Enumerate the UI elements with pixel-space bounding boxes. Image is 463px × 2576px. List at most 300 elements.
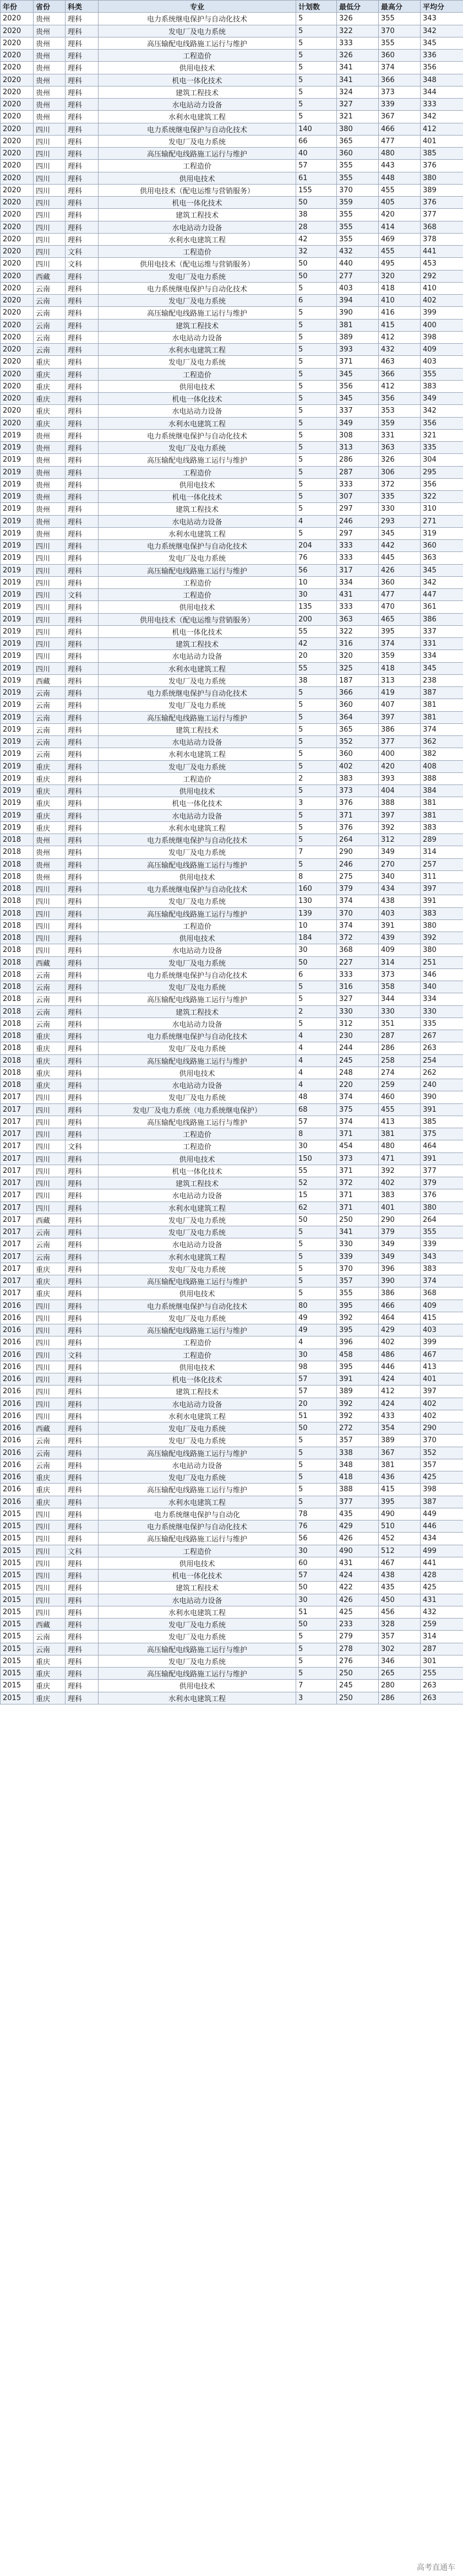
cell-province: 重庆 xyxy=(34,1692,66,1704)
table-row xyxy=(1,258,463,270)
cell-year: 2019 xyxy=(1,821,34,834)
cell-min-score: 187 xyxy=(337,674,379,686)
cell-max-score: 395 xyxy=(379,625,421,637)
cell-avg-score: 355 xyxy=(421,1226,463,1238)
table-row xyxy=(1,1067,463,1079)
cell-year: 2015 xyxy=(1,1508,34,1520)
cell-subject-type: 理科 xyxy=(66,711,99,723)
cell-plan-count: 49 xyxy=(296,1324,337,1336)
cell-min-score: 320 xyxy=(337,650,379,662)
table-row xyxy=(1,638,463,650)
cell-year: 2020 xyxy=(1,282,34,294)
cell-min-score: 432 xyxy=(337,246,379,258)
cell-subject-type: 理科 xyxy=(66,1410,99,1422)
table-row xyxy=(1,785,463,797)
cell-plan-count: 57 xyxy=(296,1116,337,1128)
cell-max-score: 377 xyxy=(379,736,421,748)
cell-major: 机电一体化技术 xyxy=(99,491,296,503)
cell-avg-score: 368 xyxy=(421,1287,463,1300)
cell-avg-score: 263 xyxy=(421,1692,463,1704)
cell-min-score: 374 xyxy=(337,895,379,907)
cell-min-score: 371 xyxy=(337,1128,379,1140)
cell-plan-count: 5 xyxy=(296,74,337,86)
cell-year: 2020 xyxy=(1,221,34,233)
cell-min-score: 424 xyxy=(337,1570,379,1582)
cell-subject-type: 理科 xyxy=(66,37,99,49)
cell-province: 云南 xyxy=(34,1459,66,1471)
cell-major: 发电厂及电力系统 xyxy=(99,1042,296,1054)
cell-province: 贵州 xyxy=(34,429,66,441)
cell-plan-count: 200 xyxy=(296,613,337,625)
cell-subject-type: 理科 xyxy=(66,956,99,968)
cell-major: 电力系统继电保护与自动化技术 xyxy=(99,883,296,895)
cell-major: 发电厂及电力系统 xyxy=(99,846,296,858)
cell-avg-score: 321 xyxy=(421,429,463,441)
cell-avg-score: 240 xyxy=(421,1079,463,1091)
cell-province: 四川 xyxy=(34,148,66,160)
cell-max-score: 445 xyxy=(379,552,421,564)
cell-avg-score: 376 xyxy=(421,197,463,209)
table-row xyxy=(1,491,463,503)
cell-year: 2019 xyxy=(1,576,34,588)
watermark-text: 高考直通车 xyxy=(417,2563,455,2572)
cell-major: 供用电技术 xyxy=(99,1287,296,1300)
table-row xyxy=(1,1263,463,1275)
cell-major: 供用电技术 xyxy=(99,1152,296,1165)
cell-plan-count: 56 xyxy=(296,1533,337,1545)
cell-avg-score: 379 xyxy=(421,1177,463,1189)
cell-avg-score: 343 xyxy=(421,13,463,25)
cell-avg-score: 356 xyxy=(421,478,463,490)
cell-year: 2016 xyxy=(1,1336,34,1349)
cell-plan-count: 4 xyxy=(296,1042,337,1054)
cell-avg-score: 425 xyxy=(421,1582,463,1594)
cell-province: 四川 xyxy=(34,540,66,552)
cell-min-score: 333 xyxy=(337,540,379,552)
cell-year: 2016 xyxy=(1,1410,34,1422)
cell-min-score: 389 xyxy=(337,1386,379,1398)
cell-subject-type: 理科 xyxy=(66,968,99,981)
cell-max-score: 286 xyxy=(379,1692,421,1704)
cell-plan-count: 130 xyxy=(296,895,337,907)
cell-avg-score: 255 xyxy=(421,1668,463,1680)
cell-min-score: 250 xyxy=(337,1668,379,1680)
cell-avg-score: 349 xyxy=(421,393,463,405)
cell-avg-score: 334 xyxy=(421,650,463,662)
cell-province: 四川 xyxy=(34,258,66,270)
table-row xyxy=(1,1484,463,1496)
table-row xyxy=(1,674,463,686)
cell-plan-count: 5 xyxy=(296,344,337,356)
cell-max-score: 448 xyxy=(379,172,421,184)
cell-plan-count: 5 xyxy=(296,478,337,490)
cell-avg-score: 271 xyxy=(421,515,463,527)
cell-max-score: 420 xyxy=(379,760,421,772)
cell-year: 2016 xyxy=(1,1447,34,1459)
cell-plan-count: 155 xyxy=(296,184,337,196)
cell-plan-count: 51 xyxy=(296,1606,337,1618)
cell-major: 高压输配电线路施工运行与维护 xyxy=(99,1054,296,1067)
cell-major: 机电一体化技术 xyxy=(99,74,296,86)
cell-plan-count: 150 xyxy=(296,1152,337,1165)
cell-max-score: 326 xyxy=(379,454,421,466)
cell-province: 云南 xyxy=(34,1251,66,1263)
cell-avg-score: 446 xyxy=(421,1520,463,1533)
cell-major: 工程造价 xyxy=(99,368,296,380)
cell-subject-type: 理科 xyxy=(66,503,99,515)
cell-avg-score: 409 xyxy=(421,1300,463,1312)
cell-max-score: 463 xyxy=(379,356,421,368)
cell-province: 四川 xyxy=(34,1570,66,1582)
cell-max-score: 354 xyxy=(379,1422,421,1435)
cell-year: 2018 xyxy=(1,944,34,956)
cell-max-score: 386 xyxy=(379,723,421,735)
cell-year: 2018 xyxy=(1,907,34,919)
cell-major: 水电站动力设备 xyxy=(99,1189,296,1202)
cell-major: 高压输配电线路施工运行与维护 xyxy=(99,993,296,1005)
cell-max-score: 346 xyxy=(379,1655,421,1667)
cell-year: 2020 xyxy=(1,319,34,331)
cell-plan-count: 62 xyxy=(296,1202,337,1214)
cell-subject-type: 理科 xyxy=(66,527,99,539)
table-row xyxy=(1,981,463,993)
cell-min-score: 440 xyxy=(337,258,379,270)
cell-avg-score: 292 xyxy=(421,270,463,282)
cell-year: 2015 xyxy=(1,1643,34,1655)
cell-province: 四川 xyxy=(34,589,66,601)
cell-year: 2017 xyxy=(1,1177,34,1189)
cell-avg-score: 432 xyxy=(421,1606,463,1618)
cell-plan-count: 5 xyxy=(296,417,337,429)
cell-plan-count: 5 xyxy=(296,454,337,466)
table-row xyxy=(1,1300,463,1312)
cell-max-score: 396 xyxy=(379,1263,421,1275)
cell-major: 电力系统继电保护与自动化技术 xyxy=(99,834,296,846)
cell-subject-type: 理科 xyxy=(66,723,99,735)
cell-plan-count: 50 xyxy=(296,956,337,968)
cell-year: 2019 xyxy=(1,809,34,821)
cell-plan-count: 32 xyxy=(296,246,337,258)
table-row xyxy=(1,1079,463,1091)
cell-year: 2016 xyxy=(1,1386,34,1398)
cell-year: 2016 xyxy=(1,1422,34,1435)
cell-avg-score: 415 xyxy=(421,1312,463,1324)
cell-province: 四川 xyxy=(34,1349,66,1361)
cell-province: 贵州 xyxy=(34,870,66,883)
cell-max-score: 349 xyxy=(379,846,421,858)
cell-max-score: 389 xyxy=(379,1435,421,1447)
cell-province: 重庆 xyxy=(34,1275,66,1287)
cell-max-score: 432 xyxy=(379,344,421,356)
table-row xyxy=(1,50,463,62)
cell-max-score: 401 xyxy=(379,1202,421,1214)
table-row xyxy=(1,1103,463,1116)
cell-year: 2018 xyxy=(1,846,34,858)
cell-max-score: 357 xyxy=(379,1631,421,1643)
table-row xyxy=(1,503,463,515)
cell-province: 四川 xyxy=(34,172,66,184)
cell-subject-type: 理科 xyxy=(66,1226,99,1238)
cell-province: 四川 xyxy=(34,209,66,221)
cell-subject-type: 理科 xyxy=(66,1128,99,1140)
cell-plan-count: 5 xyxy=(296,442,337,454)
cell-min-score: 379 xyxy=(337,883,379,895)
cell-year: 2017 xyxy=(1,1202,34,1214)
cell-max-score: 438 xyxy=(379,1570,421,1582)
table-row xyxy=(1,1005,463,1018)
cell-max-score: 419 xyxy=(379,687,421,699)
cell-avg-score: 377 xyxy=(421,209,463,221)
cell-avg-score: 238 xyxy=(421,674,463,686)
cell-year: 2020 xyxy=(1,356,34,368)
cell-major: 发电厂及电力系统 xyxy=(99,1312,296,1324)
table-row xyxy=(1,1533,463,1545)
cell-min-score: 373 xyxy=(337,785,379,797)
cell-min-score: 333 xyxy=(337,37,379,49)
table-row xyxy=(1,86,463,98)
cell-max-score: 287 xyxy=(379,1030,421,1042)
cell-province: 重庆 xyxy=(34,1484,66,1496)
cell-province: 贵州 xyxy=(34,858,66,870)
cell-subject-type: 理科 xyxy=(66,295,99,307)
cell-major: 工程造价 xyxy=(99,1545,296,1557)
cell-max-score: 415 xyxy=(379,1484,421,1496)
table-row xyxy=(1,1018,463,1030)
cell-max-score: 320 xyxy=(379,270,421,282)
table-row xyxy=(1,846,463,858)
cell-max-score: 355 xyxy=(379,13,421,25)
cell-min-score: 359 xyxy=(337,197,379,209)
cell-min-score: 313 xyxy=(337,442,379,454)
cell-year: 2020 xyxy=(1,99,34,111)
cell-subject-type: 理科 xyxy=(66,1275,99,1287)
cell-major: 高压输配电线路施工运行与维护 xyxy=(99,711,296,723)
table-row xyxy=(1,1410,463,1422)
cell-subject-type: 理科 xyxy=(66,148,99,160)
cell-province: 四川 xyxy=(34,135,66,147)
cell-plan-count: 5 xyxy=(296,1238,337,1251)
cell-subject-type: 理科 xyxy=(66,1520,99,1533)
cell-min-score: 425 xyxy=(337,1606,379,1618)
cell-avg-score: 374 xyxy=(421,723,463,735)
cell-subject-type: 文科 xyxy=(66,258,99,270)
cell-max-score: 349 xyxy=(379,1238,421,1251)
table-row xyxy=(1,99,463,111)
cell-min-score: 286 xyxy=(337,454,379,466)
cell-max-score: 356 xyxy=(379,393,421,405)
cell-province: 四川 xyxy=(34,944,66,956)
cell-plan-count: 76 xyxy=(296,1520,337,1533)
table-row xyxy=(1,380,463,392)
cell-max-score: 340 xyxy=(379,870,421,883)
cell-plan-count: 5 xyxy=(296,1287,337,1300)
cell-year: 2017 xyxy=(1,1165,34,1177)
cell-avg-score: 413 xyxy=(421,1361,463,1373)
cell-subject-type: 理科 xyxy=(66,172,99,184)
cell-plan-count: 5 xyxy=(296,380,337,392)
table-row xyxy=(1,601,463,613)
cell-avg-score: 310 xyxy=(421,503,463,515)
table-row xyxy=(1,417,463,429)
cell-max-score: 370 xyxy=(379,25,421,37)
cell-year: 2020 xyxy=(1,380,34,392)
cell-province: 四川 xyxy=(34,221,66,233)
table-row xyxy=(1,1324,463,1336)
cell-avg-score: 339 xyxy=(421,1238,463,1251)
cell-avg-score: 425 xyxy=(421,1471,463,1484)
cell-max-score: 477 xyxy=(379,589,421,601)
cell-province: 云南 xyxy=(34,993,66,1005)
cell-avg-score: 345 xyxy=(421,662,463,674)
cell-subject-type: 理科 xyxy=(66,282,99,294)
cell-year: 2016 xyxy=(1,1300,34,1312)
cell-subject-type: 理科 xyxy=(66,1091,99,1103)
cell-major: 高压输配电线路施工运行与维护 xyxy=(99,1116,296,1128)
cell-avg-score: 431 xyxy=(421,1594,463,1606)
cell-max-score: 429 xyxy=(379,1324,421,1336)
cell-province: 重庆 xyxy=(34,760,66,772)
table-row xyxy=(1,282,463,294)
cell-year: 2018 xyxy=(1,870,34,883)
cell-plan-count: 5 xyxy=(296,319,337,331)
table-row xyxy=(1,576,463,588)
cell-plan-count: 57 xyxy=(296,160,337,172)
cell-plan-count: 68 xyxy=(296,1103,337,1116)
cell-avg-score: 383 xyxy=(421,821,463,834)
cell-year: 2020 xyxy=(1,344,34,356)
cell-plan-count: 50 xyxy=(296,1422,337,1435)
cell-min-score: 375 xyxy=(337,1103,379,1116)
cell-major: 发电厂及电力系统 xyxy=(99,1263,296,1275)
cell-plan-count: 52 xyxy=(296,1177,337,1189)
cell-subject-type: 文科 xyxy=(66,1140,99,1152)
cell-year: 2019 xyxy=(1,748,34,760)
cell-year: 2019 xyxy=(1,540,34,552)
cell-avg-score: 398 xyxy=(421,1484,463,1496)
cell-plan-count: 5 xyxy=(296,687,337,699)
cell-min-score: 317 xyxy=(337,564,379,576)
cell-plan-count: 5 xyxy=(296,393,337,405)
cell-max-score: 466 xyxy=(379,1300,421,1312)
table-row xyxy=(1,687,463,699)
table-row xyxy=(1,344,463,356)
cell-min-score: 395 xyxy=(337,1324,379,1336)
cell-province: 四川 xyxy=(34,564,66,576)
cell-plan-count: 5 xyxy=(296,111,337,123)
cell-max-score: 405 xyxy=(379,197,421,209)
cell-avg-score: 334 xyxy=(421,993,463,1005)
cell-subject-type: 理科 xyxy=(66,699,99,711)
cell-avg-score: 356 xyxy=(421,417,463,429)
cell-plan-count: 5 xyxy=(296,858,337,870)
cell-province: 重庆 xyxy=(34,1668,66,1680)
cell-avg-score: 259 xyxy=(421,1619,463,1631)
cell-year: 2020 xyxy=(1,86,34,98)
table-row xyxy=(1,748,463,760)
cell-province: 四川 xyxy=(34,625,66,637)
cell-plan-count: 5 xyxy=(296,821,337,834)
cell-min-score: 356 xyxy=(337,380,379,392)
cell-year: 2019 xyxy=(1,515,34,527)
cell-min-score: 370 xyxy=(337,1263,379,1275)
cell-min-score: 341 xyxy=(337,74,379,86)
cell-year: 2015 xyxy=(1,1692,34,1704)
cell-max-score: 290 xyxy=(379,1214,421,1226)
cell-year: 2017 xyxy=(1,1116,34,1128)
cell-max-score: 397 xyxy=(379,809,421,821)
cell-avg-score: 331 xyxy=(421,638,463,650)
cell-avg-score: 397 xyxy=(421,1386,463,1398)
table-row xyxy=(1,613,463,625)
cell-avg-score: 449 xyxy=(421,1508,463,1520)
cell-avg-score: 355 xyxy=(421,368,463,380)
cell-year: 2019 xyxy=(1,674,34,686)
cell-year: 2016 xyxy=(1,1484,34,1496)
cell-max-score: 328 xyxy=(379,1619,421,1631)
cell-major: 供用电技术 xyxy=(99,1680,296,1692)
cell-year: 2019 xyxy=(1,797,34,809)
cell-max-score: 416 xyxy=(379,307,421,319)
cell-province: 四川 xyxy=(34,1091,66,1103)
cell-province: 重庆 xyxy=(34,417,66,429)
cell-subject-type: 理科 xyxy=(66,466,99,478)
cell-province: 四川 xyxy=(34,197,66,209)
cell-avg-score: 263 xyxy=(421,1042,463,1054)
cell-min-score: 394 xyxy=(337,295,379,307)
cell-max-score: 393 xyxy=(379,772,421,784)
cell-subject-type: 理科 xyxy=(66,821,99,834)
cell-min-score: 392 xyxy=(337,1398,379,1410)
cell-major: 工程造价 xyxy=(99,1128,296,1140)
cell-min-score: 327 xyxy=(337,99,379,111)
cell-subject-type: 理科 xyxy=(66,1631,99,1643)
table-row xyxy=(1,968,463,981)
cell-major: 供用电技术 xyxy=(99,1361,296,1373)
table-row xyxy=(1,1177,463,1189)
cell-min-score: 371 xyxy=(337,356,379,368)
cell-min-score: 334 xyxy=(337,576,379,588)
cell-avg-score: 467 xyxy=(421,1349,463,1361)
cell-max-score: 456 xyxy=(379,1606,421,1618)
cell-plan-count: 30 xyxy=(296,944,337,956)
cell-major: 工程造价 xyxy=(99,1140,296,1152)
table-header-row xyxy=(1,1,463,13)
table-row xyxy=(1,25,463,37)
cell-major: 水电站动力设备 xyxy=(99,736,296,748)
cell-province: 云南 xyxy=(34,1631,66,1643)
table-row xyxy=(1,1643,463,1655)
cell-min-score: 392 xyxy=(337,1410,379,1422)
cell-max-score: 390 xyxy=(379,1275,421,1287)
cell-major: 水电站动力设备 xyxy=(99,221,296,233)
cell-province: 重庆 xyxy=(34,1067,66,1079)
cell-min-score: 278 xyxy=(337,1643,379,1655)
cell-min-score: 326 xyxy=(337,13,379,25)
cell-province: 四川 xyxy=(34,1545,66,1557)
cell-max-score: 312 xyxy=(379,834,421,846)
cell-subject-type: 理科 xyxy=(66,50,99,62)
table-row xyxy=(1,883,463,895)
cell-major: 电力系统继电保护与自动化技术 xyxy=(99,1300,296,1312)
cell-major: 水利水电建筑工程 xyxy=(99,527,296,539)
cell-subject-type: 理科 xyxy=(66,1582,99,1594)
table-row xyxy=(1,307,463,319)
cell-max-score: 469 xyxy=(379,233,421,245)
cell-province: 贵州 xyxy=(34,491,66,503)
cell-max-score: 359 xyxy=(379,417,421,429)
table-row xyxy=(1,1508,463,1520)
cell-plan-count: 5 xyxy=(296,736,337,748)
